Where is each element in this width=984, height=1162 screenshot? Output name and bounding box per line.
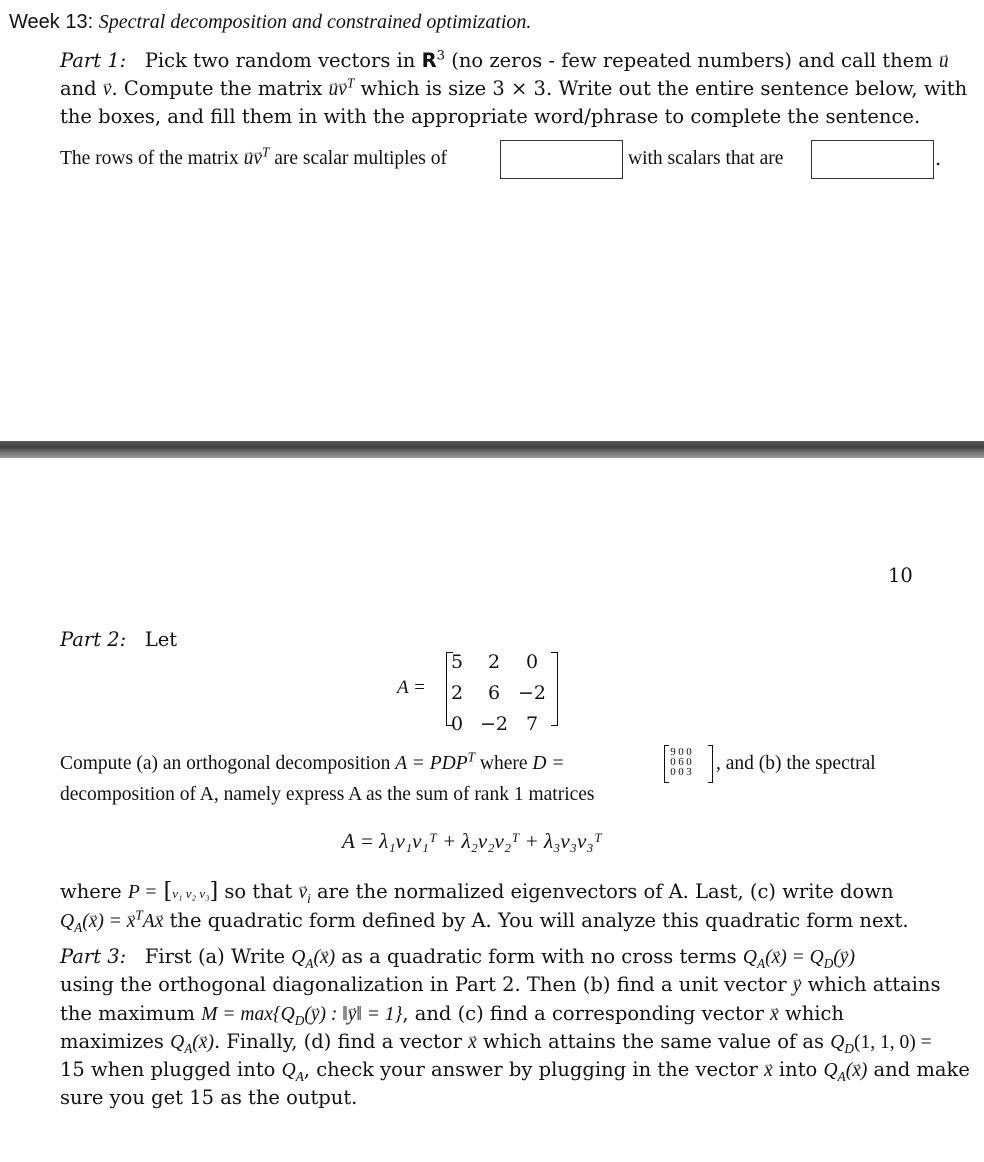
part3-l2b: which attains	[807, 973, 941, 996]
page-header	[9, 11, 531, 34]
matrix-cell: 7	[525, 713, 539, 735]
d-cell: 0	[686, 746, 692, 758]
part3-l4b: . Finally, (d) find a vector	[213, 1030, 462, 1053]
part3-line3: the maximum $M = \max\{Q_D(\to y)$ : ‖→ y‖ = 1}, and (c) find a corresponding vector → x which	[60, 1000, 844, 1029]
part3-l3c: , and (c) find a corresponding vector	[402, 1002, 764, 1025]
matrix-cell: 0	[525, 651, 539, 673]
where-p: where	[60, 880, 122, 903]
d-cell: 0	[678, 766, 684, 778]
part3-l5c: into	[778, 1058, 818, 1081]
matrix-name: A =	[397, 677, 426, 698]
part1-label: Part 1:	[60, 49, 127, 72]
d-cell: 0	[686, 756, 692, 768]
sentence-part-a: The rows of the matrix	[60, 148, 239, 169]
qa-definition: the quadratic form defined by A. You will analyze this quadratic form next.	[169, 909, 909, 932]
part3-l5a: 15 when plugged into	[60, 1058, 276, 1081]
part3-l3a: the maximum	[60, 1002, 196, 1025]
part1-text-b: (no zeros - few repeated numbers) and call them	[451, 49, 933, 72]
part3-line1: Part 3: First (a) Write $Q_A(\to x)$ as a quadratic form with no cross terms $Q_A(\to x) = Q_D(\to y)$	[60, 943, 855, 972]
matrix-cell: 0	[450, 713, 464, 735]
part3-l4c: which attains the same value of as	[483, 1030, 825, 1053]
matrix-cell: 5	[450, 651, 464, 673]
p-eq: P =	[127, 882, 158, 903]
part2-let: Let	[144, 628, 178, 651]
normalized-text: are the normalized eigenvectors of A. Last, (c) write down	[316, 880, 894, 903]
sentence-part-b: are scalar multiples of	[274, 148, 447, 169]
p-columns: v₁ v₂ v₃	[172, 886, 210, 901]
matrix-cell: −2	[479, 713, 508, 735]
d-cell: 9	[670, 746, 676, 758]
matrix-right-bracket	[551, 652, 558, 726]
part3-l1b: as a quadratic form with no cross terms	[341, 945, 737, 968]
matrix-cell: −2	[517, 682, 546, 704]
week-label: Week 13:	[9, 11, 94, 33]
part1-line3: the boxes, and fill them in with the appropriate word/phrase to complete the sentence.	[60, 105, 921, 128]
part2-line1-end: , and (b) the spectral	[716, 753, 876, 774]
part3-l3d: which	[785, 1002, 844, 1025]
part2-line4: $Q_A(\to x)$ = → $x^TA\to x$ the quadratic form defined by A. You will analyze this quadratic form next.	[60, 907, 909, 936]
part1-line1: Part 1: Pick two random vectors in $R^3$ (no zeros - few repeated numbers) and call them → u	[60, 47, 949, 76]
part3-line2: using the orthogonal diagonalization in Part 2. Then (b) find a unit vector → y which attains	[60, 971, 941, 1000]
d-cell: 3	[686, 766, 692, 778]
part1-compute: . Compute the matrix	[111, 77, 323, 100]
part2-line1: Compute (a) an orthogonal decomposition $A = PDP^T$ where D =	[60, 749, 565, 774]
matrix-cell: 2	[487, 651, 501, 673]
spectral-equation: A = λ₁v₁v₁ᵀ + λ₂v₂v₂ᵀ + λ₃v₃v₃ᵀ	[342, 829, 602, 853]
part3-l5b: , check your answer by plugging in the vector	[303, 1058, 758, 1081]
part1-and: and	[60, 77, 97, 100]
part3-l4a: maximizes	[60, 1030, 164, 1053]
part3-l1a: First (a) Write	[144, 945, 286, 968]
d-right-bracket	[708, 745, 713, 783]
matrix-d	[669, 747, 693, 777]
part2-label: Part 2:	[60, 628, 127, 651]
d-cell: 6	[678, 756, 684, 768]
real-space-symbol: R	[421, 49, 437, 72]
part3-l3b: M = max{Q	[201, 1004, 295, 1025]
page-title: Spectral decomposition and constrained optimization.	[98, 11, 532, 33]
part2-line2: decomposition of A, namely express A as the sum of rank 1 matrices	[60, 784, 595, 805]
part2-heading	[60, 626, 177, 654]
part1-line2: and → v. Compute the matrix → $u\to v^T$ which is size 3 × 3. Write out the entire sentence below, with	[60, 75, 967, 104]
sentence-period: .	[935, 147, 942, 170]
part3-line4: maximizes $Q_A(\to x)$. Finally, (d) find a vector → x which attains the same value of as $Q_D(1$, 1, 0) =	[60, 1028, 932, 1057]
matrix-cell: 2	[450, 682, 464, 704]
part3-l4e: (1, 1, 0) =	[853, 1032, 932, 1053]
part3-label: Part 3:	[60, 945, 127, 968]
matrix-cell: 6	[487, 682, 501, 704]
part3-l4d: Q	[830, 1032, 845, 1053]
decomp-eq: A = PDP	[395, 753, 468, 774]
part3-line6: sure you get 15 as the output.	[60, 1086, 358, 1109]
matrix-a	[440, 647, 550, 740]
d-cell: 0	[670, 756, 676, 768]
so-that: so that	[224, 880, 293, 903]
d-eq: D =	[532, 753, 565, 774]
where-d: where	[479, 753, 528, 774]
d-cell: 0	[678, 746, 684, 758]
part3-l5d: and make	[873, 1058, 970, 1081]
part2-compute-a: Compute (a) an orthogonal decomposition	[60, 753, 391, 774]
page-divider	[0, 441, 984, 458]
part1-size-text: which is size 3 × 3. Write out the entire sentence below, with	[360, 77, 968, 100]
part1-text: Pick two random vectors in	[144, 49, 416, 72]
fill-sentence: The rows of the matrix → $u\to v^T$ are scalar multiples of	[60, 145, 447, 173]
answer-box-1[interactable]	[500, 140, 623, 179]
part3-line5: 15 when plugged into $Q_A$, check your answer by plugging in the vector → x into $Q_A(\to x)$ and make	[60, 1056, 970, 1085]
page-number: 10	[888, 564, 913, 587]
part2-line3: where P = [v₁ v₂ v₃] so that → $v_i$ are the normalized eigenvectors of A. Last, (c) write down	[60, 878, 894, 908]
part3-l2: using the orthogonal diagonalization in Part 2. Then (b) find a unit vector	[60, 973, 787, 996]
answer-box-2[interactable]	[811, 140, 934, 179]
sentence-part-c: with scalars that are	[628, 148, 784, 169]
dimension: 3	[436, 48, 446, 64]
d-cell: 0	[670, 766, 676, 778]
